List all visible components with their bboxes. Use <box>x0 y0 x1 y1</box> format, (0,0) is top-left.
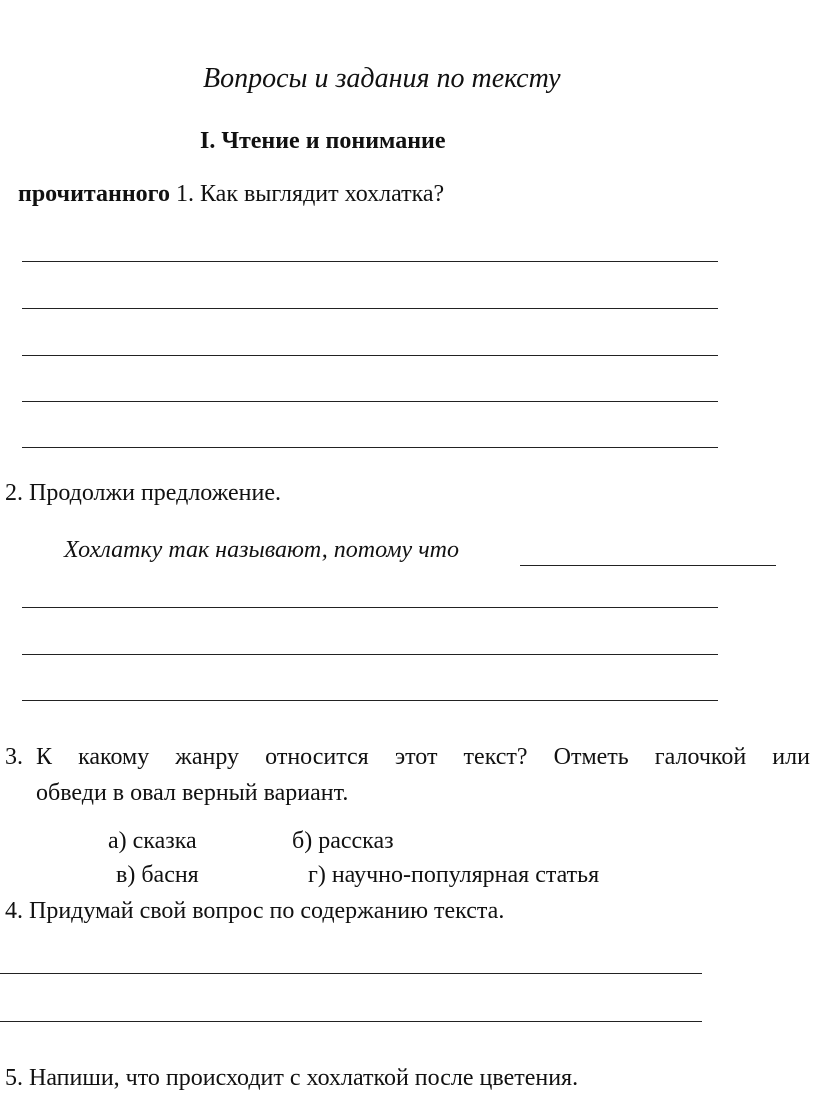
question-3-word: жанру <box>175 744 240 770</box>
section-heading: I. Чтение и понимание <box>200 128 446 154</box>
question-4 <box>5 896 504 926</box>
question-2-text: Продолжи предложение. <box>29 480 281 506</box>
question-2 <box>5 478 281 508</box>
question-5-number: 5. <box>5 1065 23 1091</box>
answer-line[interactable] <box>22 700 718 701</box>
answer-line[interactable] <box>22 654 718 655</box>
question-2-number: 2. <box>5 480 23 506</box>
question-2-prompt: Хохлатку так называют, потому что <box>64 537 459 563</box>
question-3-word: относится <box>265 744 369 770</box>
option-a[interactable]: а) сказка <box>108 828 197 854</box>
answer-line[interactable] <box>22 355 718 356</box>
question-5 <box>5 1063 578 1093</box>
question-3-word: Отметь <box>553 744 629 770</box>
question-3-word: К <box>36 744 53 770</box>
section-heading-continued: прочитанного <box>18 181 170 207</box>
answer-line[interactable] <box>0 973 702 974</box>
question-1-text: 1. Как выглядит хохлатка? <box>169 181 445 207</box>
question-1 <box>18 179 444 209</box>
question-3-line-2: обведи в овал верный вариант. <box>36 780 349 806</box>
answer-line[interactable] <box>22 447 718 448</box>
option-b[interactable]: б) рассказ <box>292 828 394 854</box>
question-3-line-1 <box>36 742 810 772</box>
answer-line[interactable] <box>22 261 718 262</box>
question-3-word: или <box>772 744 810 770</box>
question-4-text: Придумай свой вопрос по содержанию текста. <box>29 898 505 924</box>
question-3-word: этот <box>394 744 438 770</box>
page-title: Вопросы и задания по тексту <box>203 63 561 94</box>
option-g[interactable]: г) научно-популярная статья <box>308 862 600 888</box>
question-5-text: Напиши, что происходит с хохлаткой после цветения. <box>29 1065 579 1091</box>
question-3-word: текст? <box>463 744 528 770</box>
question-3-number: 3. <box>5 744 23 770</box>
question-4-number: 4. <box>5 898 23 924</box>
question-3-word: галочкой <box>654 744 747 770</box>
question-3-word: какому <box>78 744 150 770</box>
option-v[interactable]: в) басня <box>116 862 199 888</box>
answer-line[interactable] <box>22 607 718 608</box>
answer-line[interactable] <box>520 565 776 566</box>
answer-line[interactable] <box>0 1021 702 1022</box>
answer-line[interactable] <box>22 308 718 309</box>
answer-line[interactable] <box>22 401 718 402</box>
